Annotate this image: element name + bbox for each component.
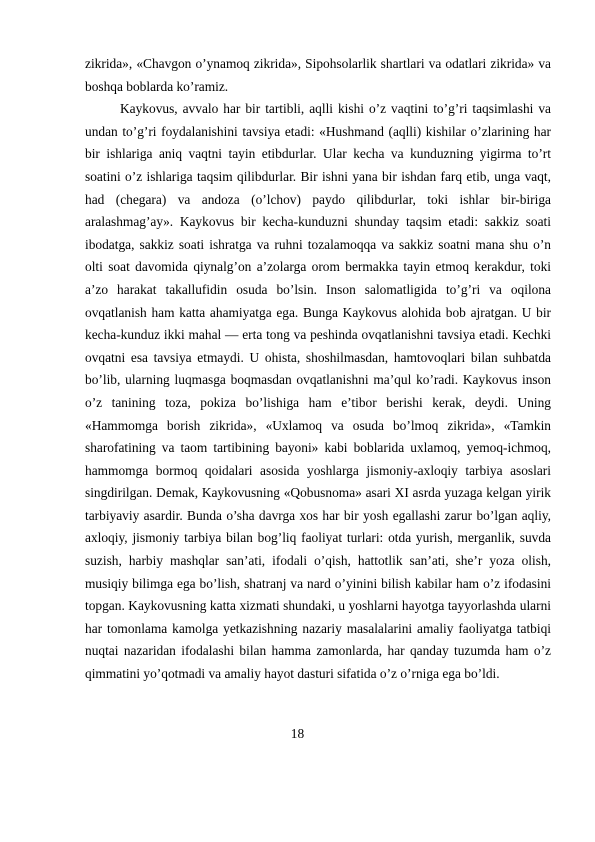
page-number: 18: [290, 726, 305, 741]
paragraph-main: Kaykovus, avvalo har bir tartibli, aqlli kishi o’z vaqtini to’g’ri taqsimlashi va undan to’g’ri foydalanishini tavsiya etadi: «Hushmand (aqlli) kishilar o’zlarining har bir ishlariga aniq vaqtni tayin etibdurlar. Ular kecha va kunduzning yigirma to’rt soatini o’z ishlariga taqsim qilibdurlar. Bir ishni yana bir ishdan farq etib, unga vaqt, had (chegara) va andoza (o’lchov) paydo qilibdurlar, toki ishlar bir-biriga aralashmag’ay». Kaykovus bir kecha-kunduzni shunday taqsim etadi: sakkiz soati ibodatga, sakkiz soati ishratga va ruhni tozalamoqqa va sakkiz soatni mana shu o’n olti soat davomida qiynalg’on a’zolarga orom bermakka tayin etmoq kerakdur, toki a’zo harakat takallufidin osuda bo’lsin. Inson salomatligida to’g’ri va oqilona ovqatlanish ham katta ahamiyatga ega. Bunga Kaykovus alohida bob ajratgan. U bir kecha-kunduz ikki mahal — erta tong va peshinda ovqatlanishni tavsiya etadi. Kechki ovqatni esa tavsiya etmaydi. U ohista, shoshilmasdan, hamtovoqlari bilan suhbatda bo’lib, ularning luqmasga boqmasdan ovqatlanishni ma’qul ko’radi. Kaykovus inson o’z tanining toza, pokiza bo’lishiga ham e’tibor berishi kerak, deydi. Uning «Hammomga borish zikrida», «Uxlamoq va osuda bo’lmoq zikrida», «Tamkin sharofatining va taom tartibining bayoni» kabi boblarida uxlamoq, yemoq-ichmoq, hammomga bormoq qoidalari asosida yoshlarga jismoniy-axloqiy tarbiya asoslari singdirilgan. Demak, Kaykovusning «Qobusnoma» asari XI asrda yuzaga kelgan yirik tarbiyaviy asardir. Bunda o’sha davrga xos har bir yosh egallashi zarur bo’lgan aqliy, axloqiy, jismoniy tarbiya bilan bog’liq faoliyat turlari: otda yurish, merganlik, suvda suzish, harbiy mashqlar san’ati, ifodali o’qish, hattotlik san’ati, she’r yoza olish, musiqiy bilimga ega bo’lish, shatranj va nard o’yinini bilish kabilar ham o’z ifodasini topgan. Kaykovusning katta xizmati shundaki, u yoshlarni hayotga tayyorlashda ularni har tomonlama kamolga yetkazishning nazariy masalalarini amaliy faoliyatga tatbiqi nuqtai nazaridan ifodalashi bilan hamma zamonlarda, har qanday tuzumda ham o’z qimmatini yo’qotmadi va amaliy hayot dasturi sifatida o’z o’rniga ega bo’ldi.: [85, 101, 551, 682]
paragraph-continuation: zikrida», «Chavgon o’ynamoq zikrida», Sipohsolarlik shartlari va odatlari zikrida» va boshqa boblarda ko’ramiz.: [85, 56, 551, 94]
body-text: [85, 53, 551, 686]
